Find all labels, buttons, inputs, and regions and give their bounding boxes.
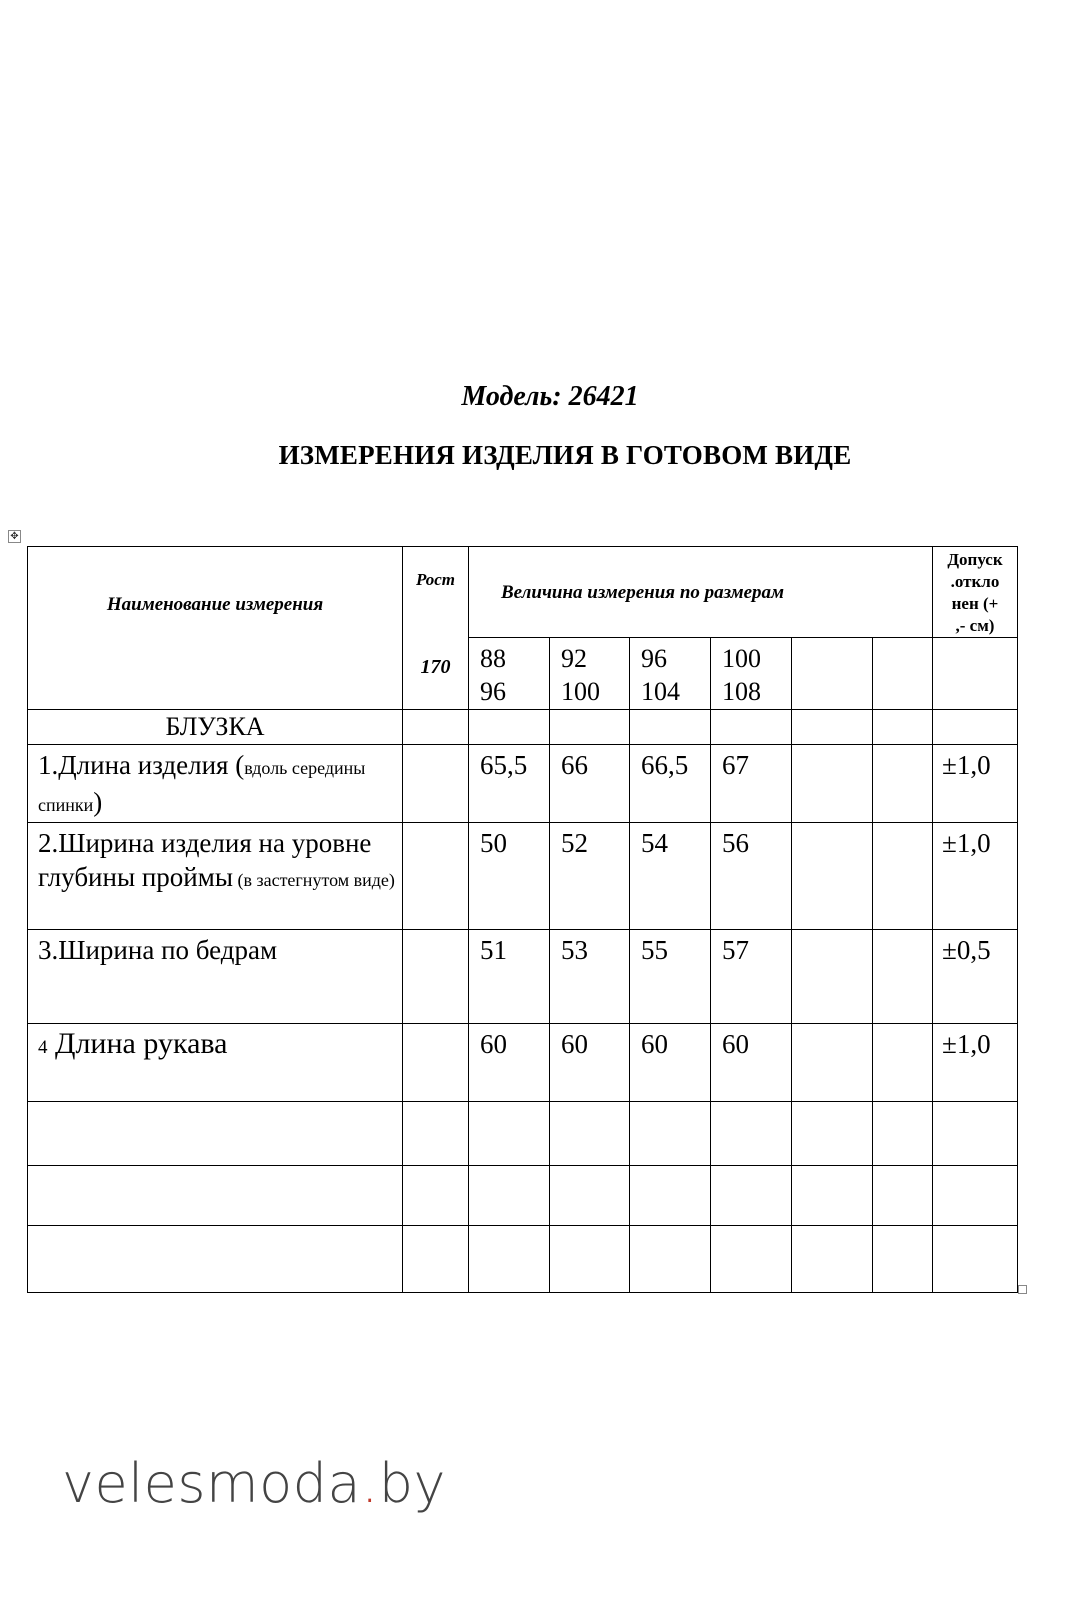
measure-value: 57 (711, 930, 792, 1024)
measure-value: 56 (711, 823, 792, 930)
empty-size-cell (792, 638, 873, 710)
tolerance-value: ±1,0 (933, 745, 1018, 823)
size-column: 96 104 (630, 638, 711, 710)
header-tolerance: Допуск .откло нен (+ ,- см) (933, 547, 1018, 638)
measure-name: 1.Длина изделия (вдоль середины спинки) (28, 745, 403, 823)
measure-name: 2.Ширина изделия на уровне глубины проймы (в застегнутом виде) (28, 823, 403, 930)
measure-value: 66 (550, 745, 630, 823)
measure-value: 60 (630, 1024, 711, 1102)
measure-value: 60 (550, 1024, 630, 1102)
watermark: velesmoda.by (62, 1452, 446, 1515)
table-row (28, 823, 1018, 930)
measure-value: 67 (711, 745, 792, 823)
measure-value: 54 (630, 823, 711, 930)
header-sizes: Величина измерения по размерам (469, 547, 933, 638)
measure-value: 60 (711, 1024, 792, 1102)
empty-row (28, 1102, 1018, 1166)
measure-value: 60 (469, 1024, 550, 1102)
table-move-handle-icon[interactable]: ✥ (8, 530, 21, 543)
measurements-table (27, 546, 1018, 1293)
size-column: 100 108 (711, 638, 792, 710)
table-resize-handle[interactable] (1018, 1285, 1027, 1294)
table-row (28, 745, 1018, 823)
size-column: 92 100 (550, 638, 630, 710)
size-column: 88 96 (469, 638, 550, 710)
measure-value: 51 (469, 930, 550, 1024)
section-title: БЛУЗКА (28, 710, 403, 745)
measure-name: 3.Ширина по бедрам (28, 930, 403, 1024)
empty-size-cell (873, 638, 933, 710)
tolerance-value: ±1,0 (933, 823, 1018, 930)
empty-row (28, 1166, 1018, 1226)
measure-value: 55 (630, 930, 711, 1024)
measure-name: 4 Длина рукава (28, 1024, 403, 1102)
measure-value: 53 (550, 930, 630, 1024)
header-rost-value: 170 (420, 656, 451, 678)
measure-value: 52 (550, 823, 630, 930)
header-rost-label: Рост (415, 570, 456, 589)
model-title: Модель: 26421 (461, 381, 639, 412)
header-rost (403, 547, 469, 710)
table-row (28, 930, 1018, 1024)
header-name: Наименование измерения (28, 547, 403, 710)
tolerance-value: ±1,0 (933, 1024, 1018, 1102)
empty-row (28, 1226, 1018, 1293)
measure-value: 65,5 (469, 745, 550, 823)
measure-value: 50 (469, 823, 550, 930)
document-title: ИЗМЕРЕНИЯ ИЗДЕЛИЯ В ГОТОВОМ ВИДЕ (278, 440, 852, 470)
tolerance-value: ±0,5 (933, 930, 1018, 1024)
measure-value: 66,5 (630, 745, 711, 823)
empty-tol-cell (933, 638, 1018, 710)
table-row (28, 1024, 1018, 1102)
